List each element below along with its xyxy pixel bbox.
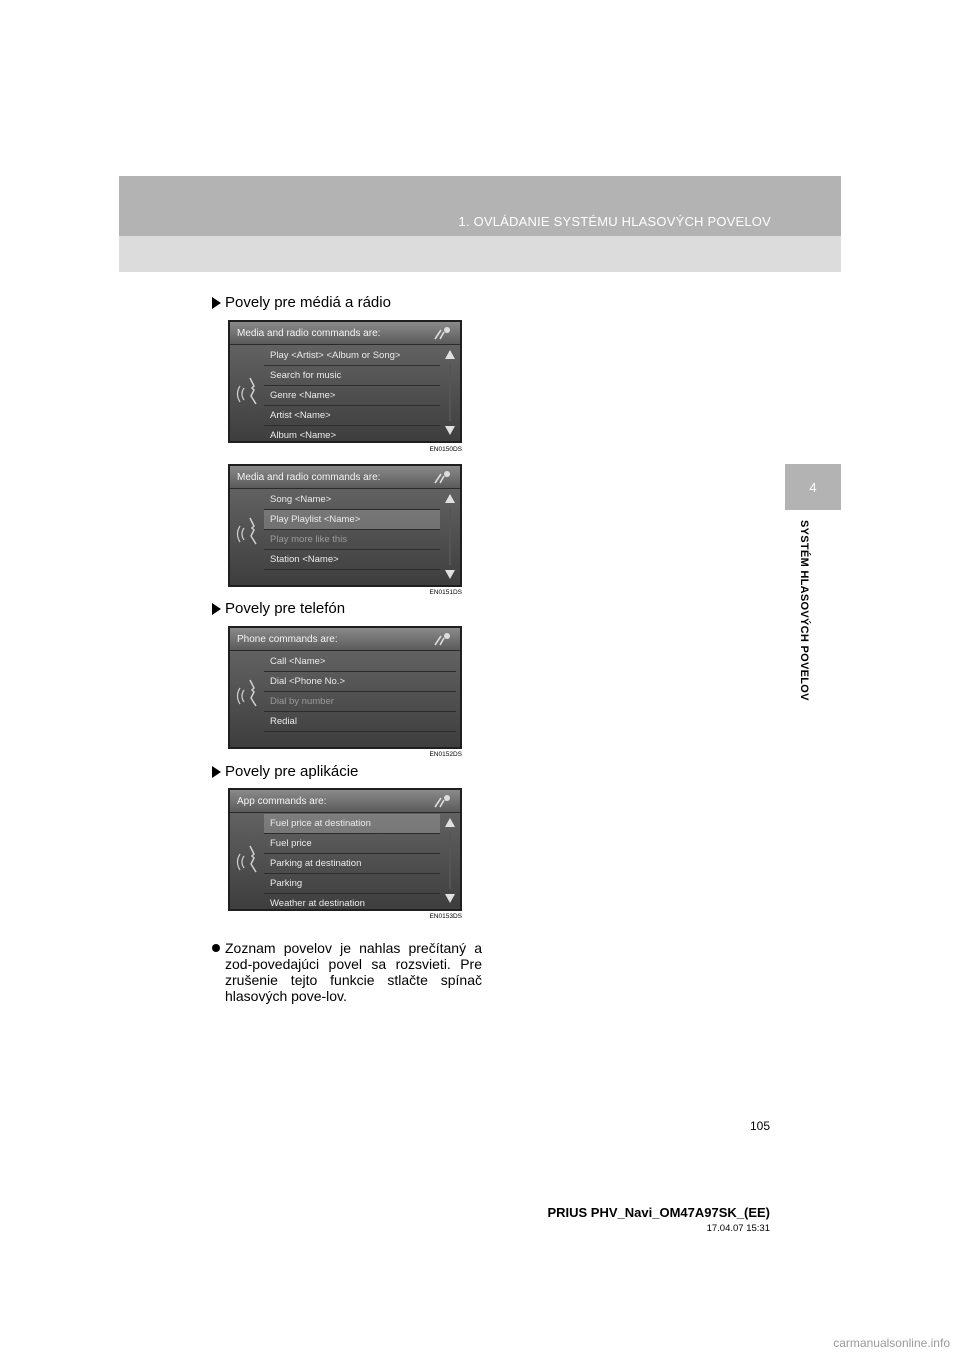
section-heading-text: Povely pre médiá a rádio [225, 294, 391, 311]
command-item[interactable]: Weather at destination [264, 894, 440, 911]
section-heading-text: Povely pre telefón [225, 600, 346, 617]
command-item[interactable]: Dial <Phone No.> [264, 672, 456, 692]
scroll-track [449, 364, 451, 421]
command-item[interactable]: Fuel price [264, 834, 440, 854]
speaking-head-icon [236, 842, 262, 876]
header-band [119, 176, 841, 236]
command-item-highlighted[interactable]: Play Playlist <Name> [264, 510, 440, 530]
section-heading-phone [212, 600, 345, 617]
speaking-head-icon [236, 676, 262, 710]
command-list [264, 814, 440, 911]
header-subband [119, 236, 841, 272]
screen-app-commands [228, 788, 462, 911]
screen-title [230, 790, 460, 813]
command-item[interactable]: Artist <Name> [264, 406, 440, 426]
screen-title-text: Phone commands are: [237, 633, 338, 645]
screen-title-text: App commands are: [237, 795, 327, 807]
command-item[interactable] [264, 570, 440, 587]
section-heading-apps [212, 763, 358, 780]
bullet-note-text: Zoznam povelov je nahlas prečítaný a zod-povedajúci povel sa rozsvieti. Pre zrušenie tejto funkcie stlačte spínač hlasových pove-lov. [225, 940, 482, 1004]
scroll-up-icon[interactable] [445, 350, 455, 359]
page-number: 105 [749, 1119, 770, 1133]
screen-media-commands-1 [228, 320, 462, 443]
command-item[interactable]: Parking [264, 874, 440, 894]
figure-code: EN0152DS [429, 751, 462, 758]
voice-command-icon [432, 470, 452, 484]
command-item[interactable]: Song <Name> [264, 490, 440, 510]
command-list [264, 490, 440, 587]
voice-command-icon [432, 326, 452, 340]
arrow-right-icon [212, 766, 221, 778]
command-item[interactable]: Call <Name> [264, 652, 456, 672]
screen-title [230, 628, 460, 651]
command-item[interactable]: Play <Artist> <Album or Song> [264, 346, 440, 366]
bullet-note [212, 940, 482, 1004]
scroll-down-icon[interactable] [445, 570, 455, 579]
command-item[interactable]: Parking at destination [264, 854, 440, 874]
command-item[interactable]: Dial by number [264, 692, 456, 712]
screen-media-commands-2 [228, 464, 462, 587]
chapter-header-title: 1. OVLÁDANIE SYSTÉMU HLASOVÝCH POVELOV [458, 214, 771, 229]
scroll-up-icon[interactable] [445, 494, 455, 503]
figure-code: EN0150DS [429, 446, 462, 453]
command-list [264, 346, 440, 443]
command-item[interactable]: Album <Name> [264, 426, 440, 443]
command-item[interactable]: Genre <Name> [264, 386, 440, 406]
scroll-track [449, 508, 451, 565]
screen-phone-commands [228, 626, 462, 749]
command-item[interactable]: Play more like this [264, 530, 440, 550]
screen-title [230, 322, 460, 345]
screen-title [230, 466, 460, 489]
scroll-down-icon[interactable] [445, 426, 455, 435]
screen-title-text: Media and radio commands are: [237, 471, 381, 483]
scroll-up-icon[interactable] [445, 818, 455, 827]
arrow-right-icon [212, 297, 221, 309]
bullet-icon [212, 944, 220, 952]
scroll-down-icon[interactable] [445, 894, 455, 903]
chapter-number-tab: 4 [785, 464, 841, 510]
scrollbar[interactable] [443, 816, 457, 905]
scrollbar[interactable] [443, 492, 457, 581]
arrow-right-icon [212, 603, 221, 615]
document-timestamp: 17.04.07 15:31 [706, 1223, 770, 1234]
speaking-head-icon [236, 514, 262, 548]
document-title: PRIUS PHV_Navi_OM47A97SK_(EE) [547, 1205, 770, 1220]
command-list [264, 652, 456, 749]
section-heading-text: Povely pre aplikácie [225, 763, 359, 780]
section-heading-media [212, 294, 391, 311]
scrollbar[interactable] [443, 348, 457, 437]
voice-command-icon [432, 794, 452, 808]
command-item[interactable]: Redial [264, 712, 456, 732]
figure-code: EN0153DS [429, 913, 462, 920]
figure-code: EN0151DS [429, 589, 462, 596]
command-item[interactable]: Search for music [264, 366, 440, 386]
watermark: carmanualsonline.info [833, 1336, 950, 1350]
scroll-track [449, 832, 451, 889]
speaking-head-icon [236, 374, 262, 408]
screen-title-text: Media and radio commands are: [237, 327, 381, 339]
voice-command-icon [432, 632, 452, 646]
chapter-side-label: SYSTÉM HLASOVÝCH POVELOV [798, 520, 810, 701]
command-item[interactable]: Station <Name> [264, 550, 440, 570]
command-item-highlighted[interactable]: Fuel price at destination [264, 814, 440, 834]
command-item[interactable] [264, 732, 456, 749]
